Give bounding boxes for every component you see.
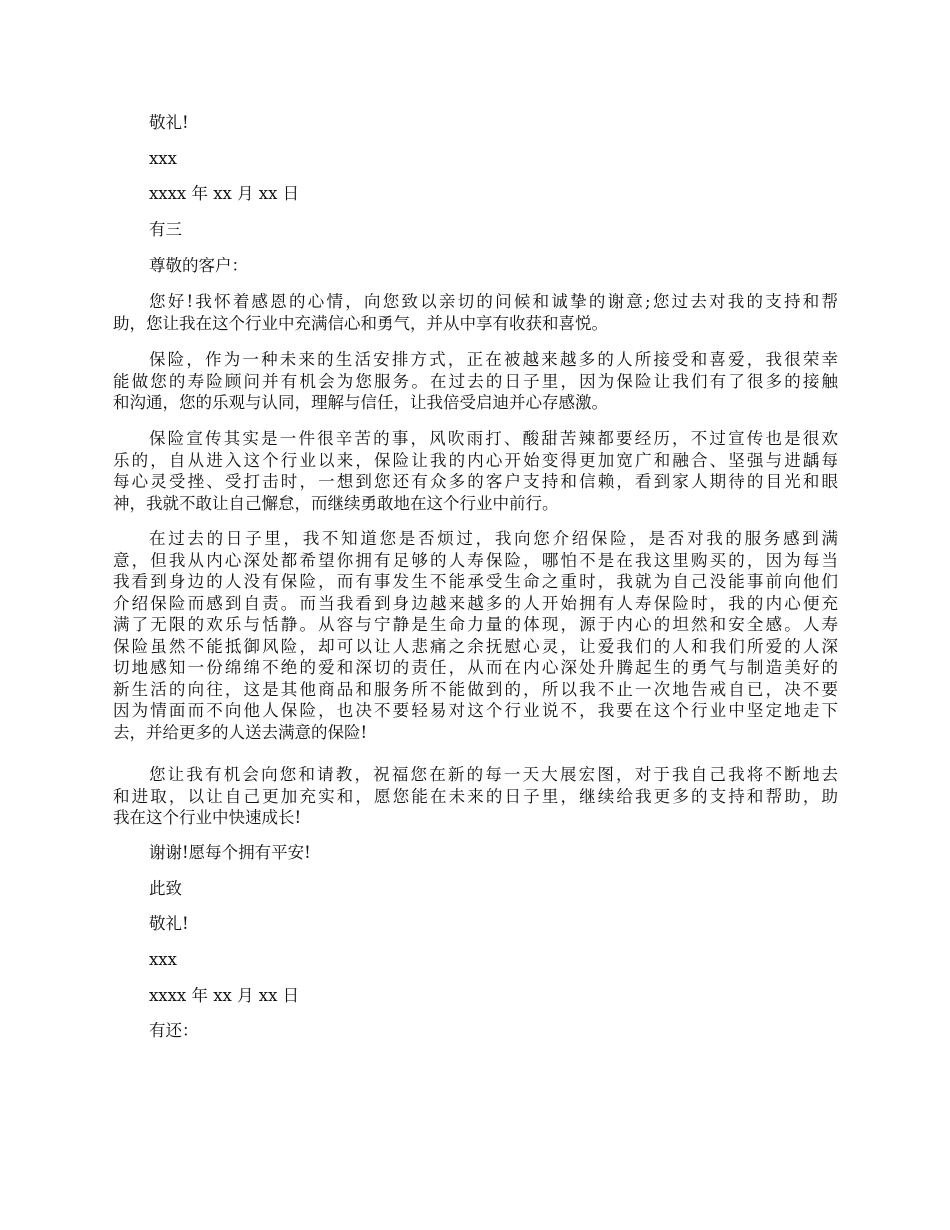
paragraph-line: 新生活的向往，这是其他商品和服务所不能做到的，所以我不止一次地告戒自已，决不要 — [113, 679, 838, 699]
signature-text: xxx — [149, 149, 177, 168]
section-heading: 有三 — [149, 220, 182, 239]
paragraph-line: 和沟通，您的乐观与认同，理解与信任，让我倍受启迪并心存感激。 — [113, 393, 608, 412]
paragraph-line: 我在这个行业中快速成长! — [113, 808, 302, 827]
paragraph-line: 每心灵受挫、受打击时，一想到您还有众多的客户支持和信赖，看到家人期待的目光和眼 — [113, 472, 838, 491]
date-text: xxxx 年 xx 月 xx 日 — [149, 986, 300, 1005]
next-section-heading: 有还： — [149, 1021, 199, 1040]
paragraph-line: 满了无限的欢乐与恬静。从容与宁静是生命力量的体现，源于内心的坦然和安全感。人寿 — [113, 615, 838, 634]
regards-text: 此致 — [149, 879, 182, 898]
paragraph — [113, 428, 838, 514]
closing-text: 敬礼! — [149, 914, 189, 933]
salutation: 尊敬的客户： — [149, 256, 248, 275]
paragraph-line: 和进取，以让自己更加充实和，愿您能在未来的日子里，继续给我更多的支持和帮助，助 — [113, 786, 838, 806]
paragraph-line: 保险宣传其实是一件很辛苦的事，风吹雨打、酸甜苦辣都要经历，不过宣传也是很欢 — [149, 429, 838, 448]
paragraph-line: 意，但我从内心深处都希望你拥有足够的人寿保险，哪怕不是在我这里购买的，因为每当 — [113, 550, 838, 570]
paragraph-line: 介绍保险而感到自责。而当我看到身边越来越多的人开始拥有人寿保险时，我的内心便充 — [113, 593, 838, 613]
thanks-text: 谢谢!愿每个拥有平安! — [149, 843, 311, 862]
paragraph-line: 神，我就不敢让自己懈怠，而继续勇敢地在这个行业中前行。 — [113, 493, 559, 513]
paragraph — [113, 291, 838, 334]
paragraph-line: 切地感知一份绵绵不绝的爱和深切的责任，从而在内心深处升腾起生的勇气与制造美好的 — [113, 658, 838, 677]
paragraph-line: 您好!我怀着感恩的心情，向您致以亲切的问候和诚挚的谢意;您过去对我的支持和帮 — [149, 292, 838, 311]
paragraph-line: 保险，作为一种未来的生活安排方式，正在被越来越多的人所接受和喜爱，我很荣幸 — [149, 350, 838, 369]
closing-text: 敬礼! — [149, 113, 189, 132]
paragraph-line: 能做您的寿险顾问并有机会为您服务。在过去的日子里，因为保险让我们有了很多的接触 — [113, 371, 838, 391]
paragraph — [113, 764, 838, 829]
paragraph — [113, 528, 838, 743]
paragraph-line: 我看到身边的人没有保险，而有事发生不能承受生命之重时，我就为自己没能事前向他们 — [113, 572, 838, 591]
signature-text: xxx — [149, 950, 177, 969]
date-text: xxxx 年 xx 月 xx 日 — [149, 184, 300, 203]
paragraph-line: 去，并给更多的人送去满意的保险! — [113, 722, 368, 742]
paragraph-line: 助，您让我在这个行业中充满信心和勇气，并从中享有收获和喜悦。 — [113, 313, 608, 333]
paragraph-line: 乐的，自从进入这个行业以来，保险让我的内心开始变得更加宽广和融合、坚强与进龋每 — [113, 450, 838, 470]
paragraph-line: 因为情面而不向他人保险，也决不要轻易对这个行业说不，我要在这个行业中坚定地走下 — [113, 701, 838, 720]
paragraph-line: 在过去的日子里，我不知道您是否烦过，我向您介绍保险，是否对我的服务感到满 — [149, 529, 838, 548]
paragraph — [113, 349, 838, 414]
paragraph-line: 保险虽然不能抵御风险，却可以让人悲痛之余抚慰心灵，让爱我们的人和我们所爱的人深 — [113, 636, 838, 656]
paragraph-line: 您让我有机会向您和请教，祝福您在新的每一天大展宏图，对于我自己我将不断地去 — [149, 765, 838, 784]
